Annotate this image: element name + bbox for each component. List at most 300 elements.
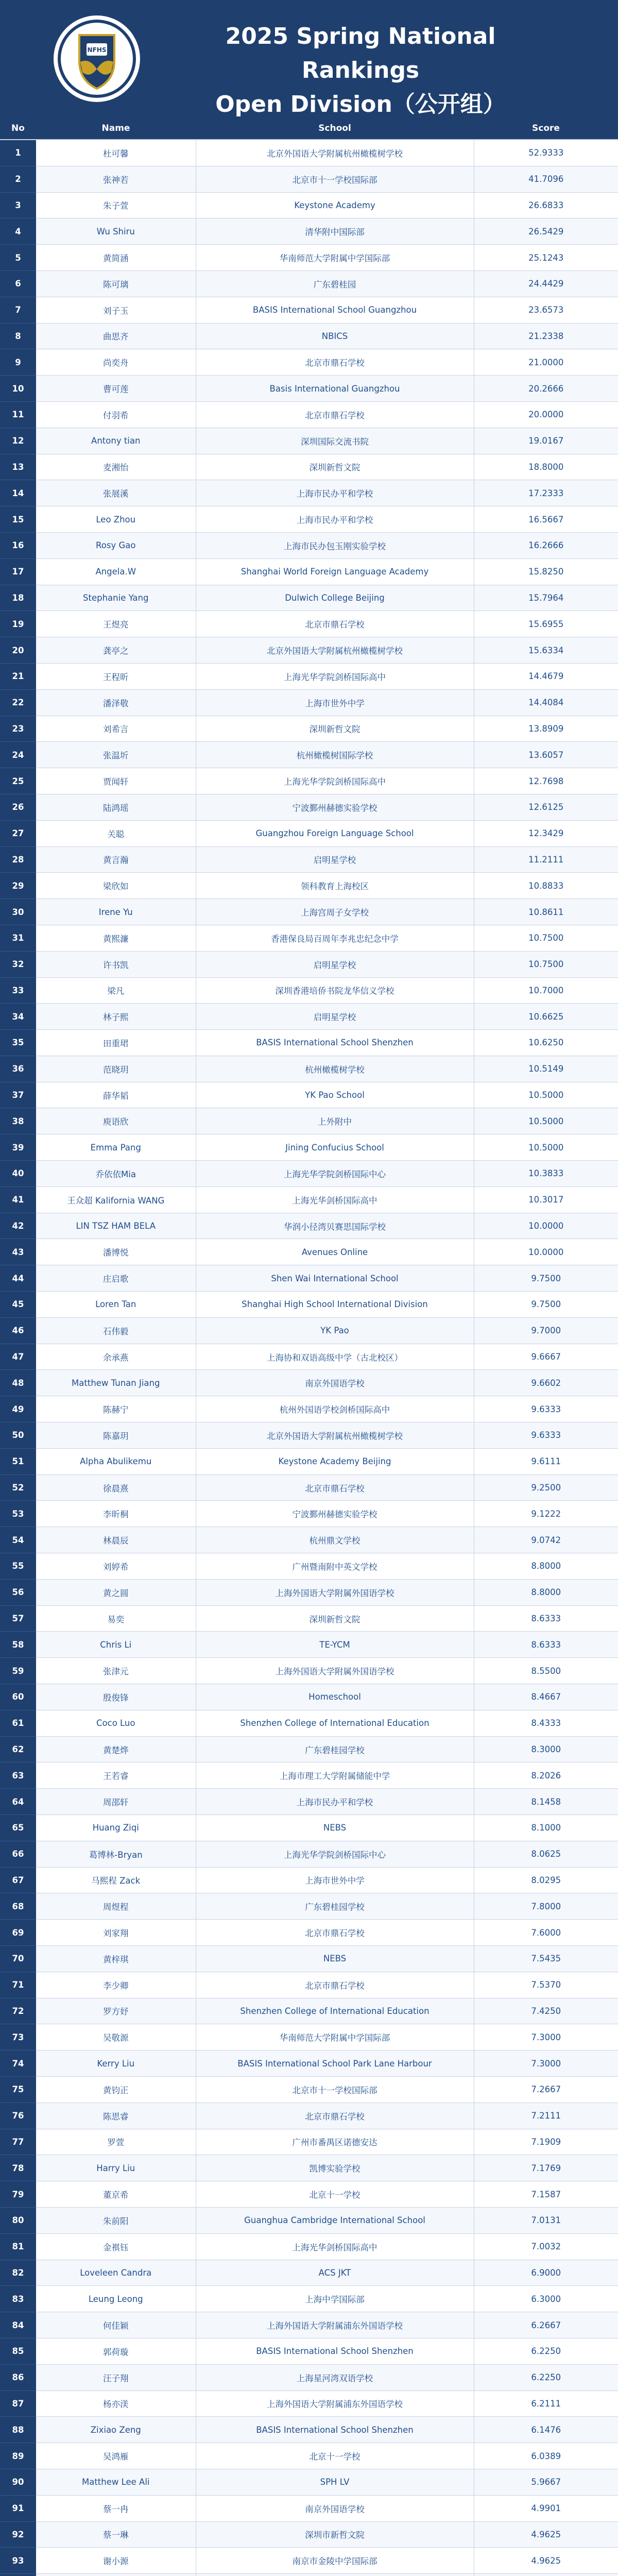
table-row [0,192,618,218]
score-cell: 8.4333 [474,1710,618,1736]
table-row [0,2076,618,2103]
rank-cell: 76 [0,2103,36,2129]
name-cell: 王程昕 [36,663,196,689]
school-cell: 广东碧桂园学校 [196,1736,474,1762]
table-row [0,2469,618,2495]
name-cell: Alpha Abulikemu [36,1448,196,1475]
name-cell: 曹可莲 [36,376,196,402]
school-cell: Homeschool [196,1684,474,1710]
score-cell: 12.3429 [474,820,618,846]
score-cell: 6.1476 [474,2417,618,2443]
name-cell: 易奕 [36,1605,196,1632]
name-cell: Matthew Tunan Jiang [36,1370,196,1396]
table-row [0,166,618,192]
name-cell: Leung Leong [36,2286,196,2312]
rank-cell: 73 [0,2024,36,2050]
table-row [0,1344,618,1370]
rank-cell: 39 [0,1134,36,1161]
rank-cell: 71 [0,1972,36,1998]
rank-cell: 84 [0,2312,36,2338]
school-cell: 上海外国语大学附属外国语学校 [196,1579,474,1605]
table-row [0,1920,618,1946]
rank-cell: 67 [0,1867,36,1893]
table-row [0,2391,618,2417]
table-row [0,506,618,533]
rank-cell: 2 [0,166,36,192]
rank-cell: 22 [0,689,36,716]
name-cell: 陆鸿瑶 [36,794,196,820]
school-cell: 深圳新哲文院 [196,1605,474,1632]
school-cell: 上海市民办平和学校 [196,506,474,533]
name-cell: 张温圻 [36,742,196,768]
score-cell: 6.3000 [474,2286,618,2312]
score-cell: 21.2338 [474,323,618,349]
score-cell: 6.2111 [474,2391,618,2417]
name-cell: 薛华韬 [36,1082,196,1108]
name-cell: Wu Shiru [36,218,196,245]
name-cell: 杨亦渼 [36,2391,196,2417]
score-cell: 10.5149 [474,1056,618,1082]
table-row [0,977,618,1004]
school-cell: 深圳新哲文院 [196,454,474,480]
school-cell: 上海市世外中学 [196,1867,474,1893]
school-cell: 杭州橄榄树学校 [196,1056,474,1082]
table-row [0,2548,618,2574]
name-cell: 汪子翔 [36,2364,196,2391]
table-row [0,689,618,716]
name-cell: 黄梓琪 [36,1945,196,1972]
name-cell: 王众超 Kalifornia WANG [36,1187,196,1213]
name-cell: 曲思齐 [36,323,196,349]
name-cell: 陈赫宁 [36,1396,196,1422]
page-title: 2025 Spring National Rankings [225,23,496,83]
name-cell [36,2574,196,2576]
name-cell: 刘希言 [36,716,196,742]
rank-cell: 93 [0,2548,36,2574]
school-cell: 上海市民办平和学校 [196,1789,474,1815]
score-cell: 7.2111 [474,2103,618,2129]
school-cell: 上海光华学院剑桥国际中心 [196,1841,474,1867]
name-cell: 王煜亮 [36,611,196,637]
school-cell: Avenues Online [196,1239,474,1265]
table-row [0,2207,618,2233]
rank-cell: 19 [0,611,36,637]
table-row [0,768,618,794]
name-cell: 张展溪 [36,480,196,506]
rank-cell: 45 [0,1292,36,1318]
name-cell: 关聪 [36,820,196,846]
school-cell: 北京市鼎石学校 [196,1920,474,1946]
table-row [0,428,618,454]
score-cell: 7.0032 [474,2233,618,2260]
name-cell: Loren Tan [36,1292,196,1318]
rank-cell: 41 [0,1187,36,1213]
name-cell: 石伟毅 [36,1317,196,1344]
school-cell: BASIS International School Guangzhou [196,297,474,323]
table-row [0,1684,618,1710]
rank-cell: 7 [0,297,36,323]
school-cell: 上海协和双语高级中学（古北校区） [196,1344,474,1370]
score-cell: 9.6333 [474,1396,618,1422]
school-cell: 上海光华剑桥国际高中 [196,2233,474,2260]
score-cell: 7.1587 [474,2181,618,2208]
name-cell: 何佳颖 [36,2312,196,2338]
rank-cell: 18 [0,585,36,611]
rank-cell: 32 [0,951,36,977]
score-cell: 23.6573 [474,297,618,323]
score-cell: 16.5667 [474,506,618,533]
name-cell: Matthew Lee Ali [36,2469,196,2495]
rank-cell: 89 [0,2443,36,2469]
rank-cell: 40 [0,1161,36,1187]
score-cell: 20.2666 [474,376,618,402]
score-cell: 26.6833 [474,192,618,218]
table-row [0,951,618,977]
rank-cell: 51 [0,1448,36,1475]
name-cell: LIN TSZ HAM BELA [36,1213,196,1239]
table-row [0,1815,618,1841]
score-cell: 6.9000 [474,2260,618,2286]
rank-cell: 4 [0,218,36,245]
table-row [0,270,618,297]
name-cell: 蔡一琳 [36,2521,196,2548]
school-cell: 上海光华学院剑桥国际高中 [196,768,474,794]
score-cell: 8.6333 [474,1632,618,1658]
rank-cell: 50 [0,1422,36,1449]
school-cell: Shenzhen College of International Education [196,1710,474,1736]
school-cell: 北京市鼎石学校 [196,349,474,376]
rank-cell: 43 [0,1239,36,1265]
score-cell: 16.2666 [474,532,618,558]
school-cell: SPH LV [196,2469,474,2495]
school-cell: 北京外国语大学附属杭州橄榄树学校 [196,1422,474,1449]
name-cell: 黄简涵 [36,245,196,271]
score-cell: 41.7096 [474,166,618,192]
table-row [0,2495,618,2521]
school-cell: 上海外国语大学附属外国语学校 [196,1658,474,1684]
rank-cell: 17 [0,558,36,585]
name-cell: 黄钧正 [36,2076,196,2103]
school-cell: 杭州外国语学校剑桥国际高中 [196,1396,474,1422]
score-cell: 10.6250 [474,1030,618,1056]
school-cell: 广东碧桂园学校 [196,1893,474,1920]
school-cell: 北京市鼎石学校 [196,2103,474,2129]
name-cell: 郭荷璇 [36,2338,196,2364]
name-cell: 潘博悦 [36,1239,196,1265]
score-cell: 6.2250 [474,2364,618,2391]
school-cell: 凯博实验学校 [196,2155,474,2181]
table-row [0,2338,618,2364]
table-row [0,663,618,689]
score-cell: 19.0167 [474,428,618,454]
rank-cell: 3 [0,192,36,218]
table-row [0,1082,618,1108]
name-cell: 蔡一冉 [36,2495,196,2521]
school-cell: 上海市世外中学 [196,689,474,716]
name-cell: 葛博林-Bryan [36,1841,196,1867]
rank-cell: 59 [0,1658,36,1684]
page-subtitle: Open Division（公开组） [215,91,506,117]
school-cell: 北京外国语大学附属杭州橄榄树学校 [196,637,474,664]
school-cell: 深圳新哲文院 [196,716,474,742]
table-row [0,323,618,349]
rank-cell: 31 [0,925,36,951]
school-cell: 深圳香港培侨书院龙华信义学校 [196,977,474,1004]
score-cell: 7.2667 [474,2076,618,2103]
table-row [0,873,618,899]
rank-cell: 87 [0,2391,36,2417]
school-cell: NEBS [196,1815,474,1841]
school-cell: 广州市番禺区诺德安达 [196,2129,474,2155]
school-cell: NEBS [196,1945,474,1972]
school-cell: 广东碧桂园 [196,270,474,297]
name-cell: 许书凯 [36,951,196,977]
name-cell: Kerry Liu [36,2050,196,2077]
rank-cell: 10 [0,376,36,402]
shield-logo-icon [53,14,141,103]
score-cell: 10.8833 [474,873,618,899]
table-row [0,1527,618,1553]
school-cell: 上海市理工大学附属储能中学 [196,1762,474,1789]
name-cell: Huang Ziqi [36,1815,196,1841]
rank-cell: 68 [0,1893,36,1920]
rank-cell: 13 [0,454,36,480]
name-cell: 麦湘怡 [36,454,196,480]
score-cell: 8.4667 [474,1684,618,1710]
school-cell: 上海外国语大学附属浦东外国语学校 [196,2312,474,2338]
school-cell: 领科教育上海校区 [196,873,474,899]
name-cell: 贾闻轩 [36,768,196,794]
table-row [0,1736,618,1762]
name-cell: 陈思睿 [36,2103,196,2129]
school-cell: 上海光华学院剑桥国际中心 [196,1161,474,1187]
name-cell: 董京希 [36,2181,196,2208]
table-row [0,245,618,271]
score-cell: 9.1222 [474,1501,618,1527]
name-cell: 周邵轩 [36,1789,196,1815]
rank-cell: 61 [0,1710,36,1736]
score-cell: 10.7500 [474,951,618,977]
rank-cell: 16 [0,532,36,558]
rank-cell: 26 [0,794,36,820]
score-cell: 8.6333 [474,1605,618,1632]
score-cell: 15.6955 [474,611,618,637]
score-cell: 13.6057 [474,742,618,768]
table-row [0,1239,618,1265]
rank-cell: 80 [0,2207,36,2233]
school-cell: 深圳国际交流书院 [196,428,474,454]
name-cell: 朱子萱 [36,192,196,218]
table-row [0,1213,618,1239]
score-cell: 7.4250 [474,1998,618,2024]
school-cell: 上海中学国际部 [196,2286,474,2312]
table-row [0,1841,618,1867]
table-row [0,585,618,611]
school-cell: 北京市鼎石学校 [196,611,474,637]
score-cell: 9.7500 [474,1265,618,1292]
table-row [0,1710,618,1736]
school-cell: Shen Wai International School [196,1265,474,1292]
table-row [0,2103,618,2129]
name-cell: 吴敬源 [36,2024,196,2050]
table-row [0,1867,618,1893]
rank-cell: 62 [0,1736,36,1762]
score-cell: 7.3000 [474,2024,618,2050]
table-row [0,1396,618,1422]
score-cell: 10.6625 [474,1004,618,1030]
table-row [0,2155,618,2181]
table-row [0,1108,618,1134]
rank-cell: 14 [0,480,36,506]
table-row [0,742,618,768]
score-cell: 4.9625 [474,2521,618,2548]
score-cell: 10.7500 [474,925,618,951]
name-cell: 罗萱 [36,2129,196,2155]
name-cell: 李少卿 [36,1972,196,1998]
rank-cell: 36 [0,1056,36,1082]
rank-cell: 92 [0,2521,36,2548]
school-cell: 上海光华学院剑桥国际高中 [196,663,474,689]
score-cell: 9.6602 [474,1370,618,1396]
score-cell: 6.2250 [474,2338,618,2364]
table-row [0,2521,618,2548]
name-cell: Zixiao Zeng [36,2417,196,2443]
school-cell: Dulwich College Beijing [196,585,474,611]
school-cell: 启明星学校 [196,1004,474,1030]
table-row [0,1265,618,1292]
score-cell: 8.5500 [474,1658,618,1684]
rank-cell: 20 [0,637,36,664]
name-cell: 徐晨熹 [36,1475,196,1501]
rank-cell: 34 [0,1004,36,1030]
score-cell: 7.0131 [474,2207,618,2233]
name-cell: Angela.W [36,558,196,585]
score-cell: 4.9901 [474,2495,618,2521]
school-cell: 北京市十一学校国际部 [196,2076,474,2103]
score-cell: 15.6334 [474,637,618,664]
table-row [0,2286,618,2312]
score-cell: 8.2026 [474,1762,618,1789]
school-cell: 杭州橄榄树国际学校 [196,742,474,768]
score-cell: 9.6333 [474,1422,618,1449]
rank-cell [0,2574,36,2576]
score-cell: 21.0000 [474,349,618,376]
score-cell: 9.0742 [474,1527,618,1553]
school-cell: 南京外国语学校 [196,1370,474,1396]
school-cell: YK Pao [196,1317,474,1344]
name-cell: 尚奕舟 [36,349,196,376]
score-cell: 18.8000 [474,454,618,480]
rank-cell: 1 [0,140,36,166]
name-cell: 周煜程 [36,1893,196,1920]
table-row [0,716,618,742]
school-cell: 南京市金陵中学国际部 [196,2548,474,2574]
name-cell: 谢小源 [36,2548,196,2574]
rank-cell: 63 [0,1762,36,1789]
school-cell: 启明星学校 [196,846,474,873]
name-cell: 黄熙濂 [36,925,196,951]
score-cell: 8.0295 [474,1867,618,1893]
school-cell: Keystone Academy Beijing [196,1448,474,1475]
rank-cell: 33 [0,977,36,1004]
table-row [0,1945,618,1972]
rank-cell: 12 [0,428,36,454]
rank-cell: 64 [0,1789,36,1815]
name-cell: 张津元 [36,1658,196,1684]
name-cell: Rosy Gao [36,532,196,558]
score-cell: 7.6000 [474,1920,618,1946]
score-cell: 7.5435 [474,1945,618,1972]
school-cell: 上海市民办平和学校 [196,480,474,506]
table-row [0,1317,618,1344]
rank-cell: 66 [0,1841,36,1867]
table-row [0,925,618,951]
name-cell: 林子熙 [36,1004,196,1030]
table-row [0,401,618,428]
table-row [0,1972,618,1998]
table-row [0,349,618,376]
table-row [0,1998,618,2024]
name-cell: 罗方妤 [36,1998,196,2024]
table-row [0,2024,618,2050]
name-cell: 李昕桐 [36,1501,196,1527]
score-cell: 7.1909 [474,2129,618,2155]
table-row [0,1448,618,1475]
rankings-table [0,117,618,2576]
rank-cell: 37 [0,1082,36,1108]
score-cell: 14.4084 [474,689,618,716]
name-cell: Chris Li [36,1632,196,1658]
score-cell: 8.1000 [474,1815,618,1841]
name-cell: 黄楚烨 [36,1736,196,1762]
table-row [0,794,618,820]
rank-cell: 75 [0,2076,36,2103]
score-cell: 9.6111 [474,1448,618,1475]
rank-cell: 69 [0,1920,36,1946]
score-cell: 8.3000 [474,1736,618,1762]
name-cell: 黄之圆 [36,1579,196,1605]
school-cell: YK Pao School [196,1082,474,1108]
score-cell: 9.2500 [474,1475,618,1501]
name-cell: Loveleen Candra [36,2260,196,2286]
svg-text:NFHS: NFHS [87,46,107,54]
name-cell: 陈嘉玥 [36,1422,196,1449]
rank-cell: 56 [0,1579,36,1605]
name-cell: 陈可璃 [36,270,196,297]
score-cell: 12.7698 [474,768,618,794]
name-cell: 庄启歌 [36,1265,196,1292]
rank-cell: 46 [0,1317,36,1344]
rank-cell: 35 [0,1030,36,1056]
school-cell: Shanghai World Foreign Language Academy [196,558,474,585]
table-row [0,846,618,873]
column-header-score: Score [474,117,618,140]
school-cell: Guangzhou Foreign Language School [196,820,474,846]
name-cell: 黄言瀚 [36,846,196,873]
rank-cell: 88 [0,2417,36,2443]
school-cell: 清华附中国际部 [196,218,474,245]
school-cell: 上海星河湾双语学校 [196,2364,474,2391]
rank-cell: 79 [0,2181,36,2208]
table-row [0,297,618,323]
rank-cell: 78 [0,2155,36,2181]
rank-cell: 83 [0,2286,36,2312]
school-cell: 北京市十一学校国际部 [196,166,474,192]
rank-cell: 42 [0,1213,36,1239]
name-cell: Harry Liu [36,2155,196,2181]
table-row [0,2050,618,2077]
table-row [0,1134,618,1161]
